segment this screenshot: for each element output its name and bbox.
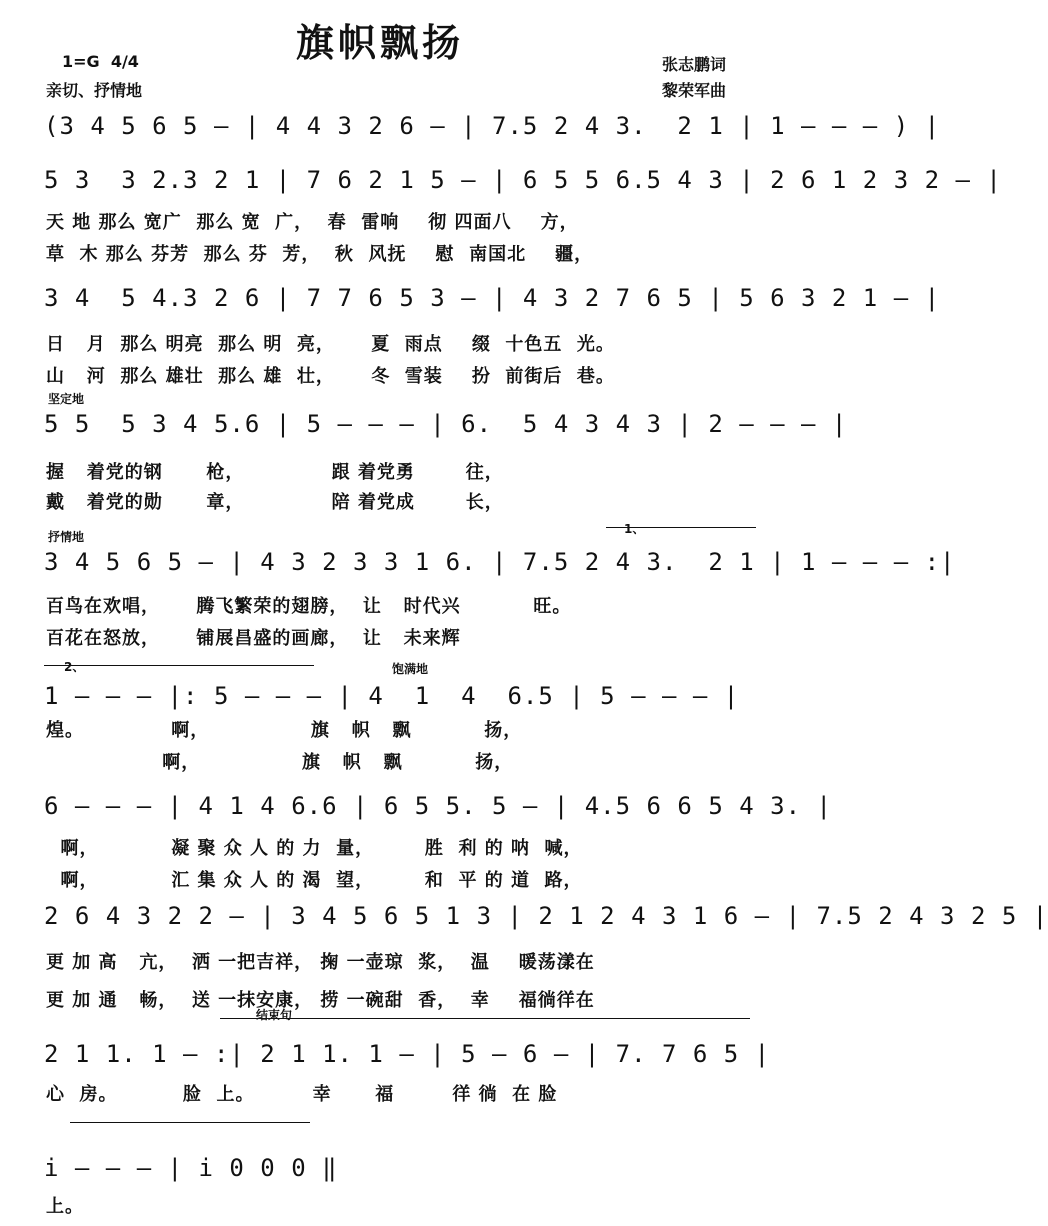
volta-2: 2、 (64, 660, 85, 674)
tempo-mark-lyrical: 抒情地 (48, 530, 85, 544)
tempo-mark-firm: 坚定地 (48, 392, 85, 406)
ending-line (220, 1018, 750, 1019)
decrescendo-line (70, 1122, 310, 1123)
volta-2-line (44, 665, 314, 666)
volta-1-line (606, 527, 756, 528)
song-title: 旗帜飘扬 (296, 20, 465, 65)
expression-mark: 亲切、抒情地 (46, 81, 143, 100)
lyric-row-5-verse-2: 百花在怒放， 铺展昌盛的画廊， 让 未来辉 (46, 628, 461, 649)
notation-row-9: 2 1 1. 1 — :| 2 1 1. 1 — | 5 — 6 — | 7. 7 6 5 | (44, 1040, 771, 1068)
notation-row-5: 3 4 5 6 5 — | 4 3 2 3 3 1 6. | 7.5 2 4 3. 2 1 | 1 — — — :| (44, 548, 956, 576)
lyric-row-5-verse-1: 百鸟在欢唱， 腾飞繁荣的翅膀， 让 时代兴 旺。 (46, 596, 572, 617)
lyric-row-3-verse-1: 日 月 那么 明亮 那么 明 亮， 夏 雨点 缀 十色五 光。 (46, 334, 615, 355)
lyric-row-4-verse-2: 戴 着党的勋 章， 陪 着党成 长， (46, 492, 504, 513)
lyric-row-10: 上。 (46, 1196, 84, 1217)
notation-row-4: 5 5 5 3 4 5.6 | 5 — — — | 6. 5 4 3 4 3 | 2 — — — | (44, 410, 848, 438)
notation-row-10: i — — — | i 0 0 0 ‖ (44, 1154, 338, 1182)
notation-row-1: (3 4 5 6 5 — | 4 4 3 2 6 — | 7.5 2 4 3. 2 1 | 1 — — — ) | (44, 112, 941, 140)
lyric-row-2-verse-2: 草 木 那么 芬芳 那么 芬 芳， 秋 风抚 慰 南国北 疆， (46, 244, 594, 265)
lyric-row-8-verse-1: 更 加 高 亢， 洒 一把吉祥， 掬 一壶琼 浆， 温 暖荡漾在 (46, 952, 595, 973)
lyric-row-7-verse-2: 啊， 汇 集 众 人 的 渴 望， 和 平 的 道 路， (46, 870, 583, 891)
notation-row-6: 1 — — — |: 5 — — — | 4 1 4 6.5 | 5 — — — | (44, 682, 740, 710)
lyric-row-6-verse-2: 啊， 旗 帜 飘 扬， (46, 752, 514, 773)
tempo-mark-full: 饱满地 (392, 662, 429, 676)
ending-mark: 结束句 (256, 1008, 293, 1022)
lyric-row-6-verse-1: 煌。 啊， 旗 帜 飘 扬， (46, 720, 523, 741)
lyric-row-9: 心 房。 脸 上。 幸 福 徉 徜 在 脸 (46, 1084, 558, 1105)
notation-row-8: 2 6 4 3 2 2 — | 3 4 5 6 5 1 3 | 2 1 2 4 3 1 6 — | 7.5 2 4 3 2 5 | (44, 902, 1048, 930)
notation-row-7: 6 — — — | 4 1 4 6.6 | 6 5 5. 5 — | 4.5 6 6 5 4 3. | (44, 792, 832, 820)
lyric-row-7-verse-1: 啊， 凝 聚 众 人 的 力 量， 胜 利 的 呐 喊， (46, 838, 583, 859)
key-time-signature: 1=G 4/4 (62, 52, 139, 71)
lyric-row-8-verse-2: 更 加 通 畅， 送 一抹安康， 捞 一碗甜 香， 幸 福徜徉在 (46, 990, 595, 1011)
composer-credit: 黎荣军曲 (662, 81, 727, 100)
lyric-row-4-verse-1: 握 着党的钢 枪， 跟 着党勇 往， (46, 462, 504, 483)
volta-1: 1、 (624, 522, 645, 536)
notation-row-2: 5 3 3 2.3 2 1 | 7 6 2 1 5 — | 6 5 5 6.5 4 3 | 2 6 1 2 3 2 — | (44, 166, 1002, 194)
lyric-row-2-verse-1: 天 地 那么 宽广 那么 宽 广， 春 雷响 彻 四面八 方， (46, 212, 579, 233)
lyric-row-3-verse-2: 山 河 那么 雄壮 那么 雄 壮， 冬 雪装 扮 前街后 巷。 (46, 366, 615, 387)
lyricist-credit: 张志鹏词 (662, 55, 727, 74)
notation-row-3: 3 4 5 4.3 2 6 | 7 7 6 5 3 — | 4 3 2 7 6 5 | 5 6 3 2 1 — | (44, 284, 941, 312)
